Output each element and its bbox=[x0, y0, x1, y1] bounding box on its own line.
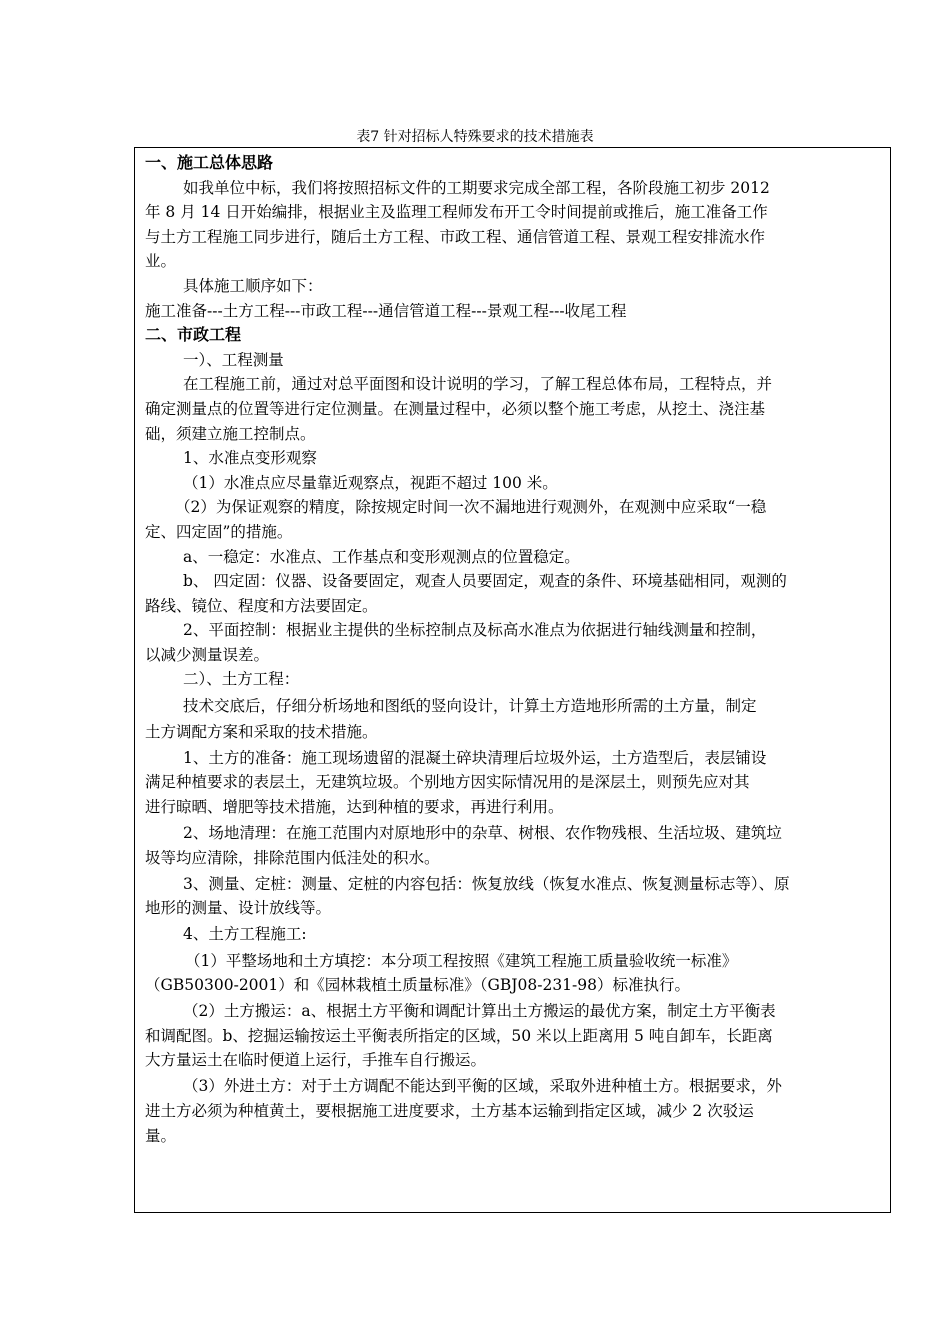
measures-table bbox=[134, 147, 891, 1213]
paragraph-line: 圾等均应清除，排除范围内低洼处的积水。 bbox=[145, 848, 440, 867]
paragraph-line: b、 四定固：仪器、设备要固定，观查人员要固定，观查的条件、环境基础相同，观测的 bbox=[183, 572, 787, 591]
paragraph-line: 定、四定固”的措施。 bbox=[145, 522, 293, 541]
paragraph-line: 大方量运土在临时便道上运行，手推车自行搬运。 bbox=[145, 1051, 487, 1070]
paragraph-line: 量。 bbox=[145, 1126, 177, 1145]
table-caption: 表7 针对招标人特殊要求的技术措施表 bbox=[356, 129, 594, 145]
paragraph-line: （GB50300-2001）和《园林栽植土质量标准》（GBJ08-231-98）标准执行。 bbox=[145, 976, 691, 995]
paragraph-line: 进行晾晒、增肥等技术措施，达到种植的要求，再进行利用。 bbox=[145, 797, 564, 816]
paragraph-line: 地形的测量、设计放线等。 bbox=[145, 899, 332, 918]
table-content bbox=[145, 151, 882, 1148]
paragraph-line: 以减少测量误差。 bbox=[145, 645, 270, 664]
paragraph-line: 确定测量点的位置等进行定位测量。在测量过程中，必须以整个施工考虑，从挖土、浇注基 bbox=[145, 399, 766, 418]
paragraph-line: 2、场地清理：在施工范围内对原地形中的杂草、树根、农作物残根、生活垃圾、建筑垃 bbox=[183, 824, 782, 843]
paragraph-line: 技术交底后，仔细分析场地和图纸的竖向设计，计算土方造地形所需的土方量，制定 bbox=[183, 696, 757, 715]
paragraph-line: 和调配图。b、挖掘运输按运土平衡表所指定的区域，50 米以上距离用 5 吨自卸车，长距离 bbox=[145, 1026, 773, 1045]
paragraph-line: 施工准备---土方工程---市政工程---通信管道工程---景观工程---收尾工程 bbox=[145, 301, 627, 320]
paragraph-line: 进土方必须为种植黄土，要根据施工进度要求，土方基本运输到指定区域，减少 2 次驳运 bbox=[145, 1102, 754, 1121]
paragraph-line: （1）水准点应尽量靠近观察点，视距不超过 100 米。 bbox=[183, 473, 558, 492]
paragraph-line: 路线、镜位、程度和方法要固定。 bbox=[145, 596, 378, 615]
paragraph-line: （3）外进土方：对于土方调配不能达到平衡的区域，采取外进种植土方。根据要求，外 bbox=[183, 1077, 782, 1096]
paragraph-line: 3、测量、定桩：测量、定桩的内容包括：恢复放线（恢复水准点、恢复测量标志等）、原 bbox=[183, 874, 790, 893]
section-heading: 一、施工总体思路 bbox=[145, 153, 274, 172]
paragraph-line: （2）土方搬运：a、根据土方平衡和调配计算出土方搬运的最优方案，制定土方平衡表 bbox=[183, 1002, 776, 1021]
paragraph-line: 在工程施工前，通过对总平面图和设计说明的学习，了解工程总体布局，工程特点，并 bbox=[183, 375, 773, 394]
paragraph-line: 1、水准点变形观察 bbox=[183, 449, 317, 468]
paragraph-line: （2）为保证观察的精度，除按规定时间一次不漏地进行观测外，在观测中应采取“一稳 bbox=[175, 498, 767, 517]
paragraph-line: 土方调配方案和采取的技术措施。 bbox=[145, 722, 378, 741]
paragraph-line: 满足种植要求的表层土，无建筑垃圾。个别地方因实际情况用的是深层土，则预先应对其 bbox=[145, 773, 750, 792]
paragraph-line: 4、土方工程施工: bbox=[183, 925, 307, 944]
paragraph-line: a、一稳定：水准点、工作基点和变形观测点的位置稳定。 bbox=[183, 547, 580, 566]
paragraph-line: 二）、土方工程： bbox=[183, 670, 300, 689]
paragraph-line: 业。 bbox=[145, 252, 177, 271]
paragraph-line: 具体施工顺序如下： bbox=[183, 276, 323, 295]
paragraph-line: 一）、工程测量 bbox=[183, 350, 284, 369]
paragraph-line: 年 8 月 14 日开始编排，根据业主及监理工程师发布开工令时间提前或推后，施工准备工作 bbox=[145, 203, 768, 222]
paragraph-line: 如我单位中标，我们将按照招标文件的工期要求完成全部工程，各阶段施工初步 2012 bbox=[183, 178, 770, 197]
paragraph-line: （1）平整场地和土方填挖：本分项工程按照《建筑工程施工质量验收统一标准》 bbox=[185, 951, 738, 970]
paragraph-line: 2、平面控制：根据业主提供的坐标控制点及标高水准点为依据进行轴线测量和控制， bbox=[183, 621, 767, 640]
paragraph-line: 础，须建立施工控制点。 bbox=[145, 424, 316, 443]
section-heading: 二、市政工程 bbox=[145, 325, 242, 345]
paragraph-line: 1、土方的准备：施工现场遗留的混凝土碎块清理后垃圾外运，土方造型后，表层铺设 bbox=[183, 748, 767, 767]
paragraph-line: 与土方工程施工同步进行，随后土方工程、市政工程、通信管道工程、景观工程安排流水作 bbox=[145, 227, 766, 246]
